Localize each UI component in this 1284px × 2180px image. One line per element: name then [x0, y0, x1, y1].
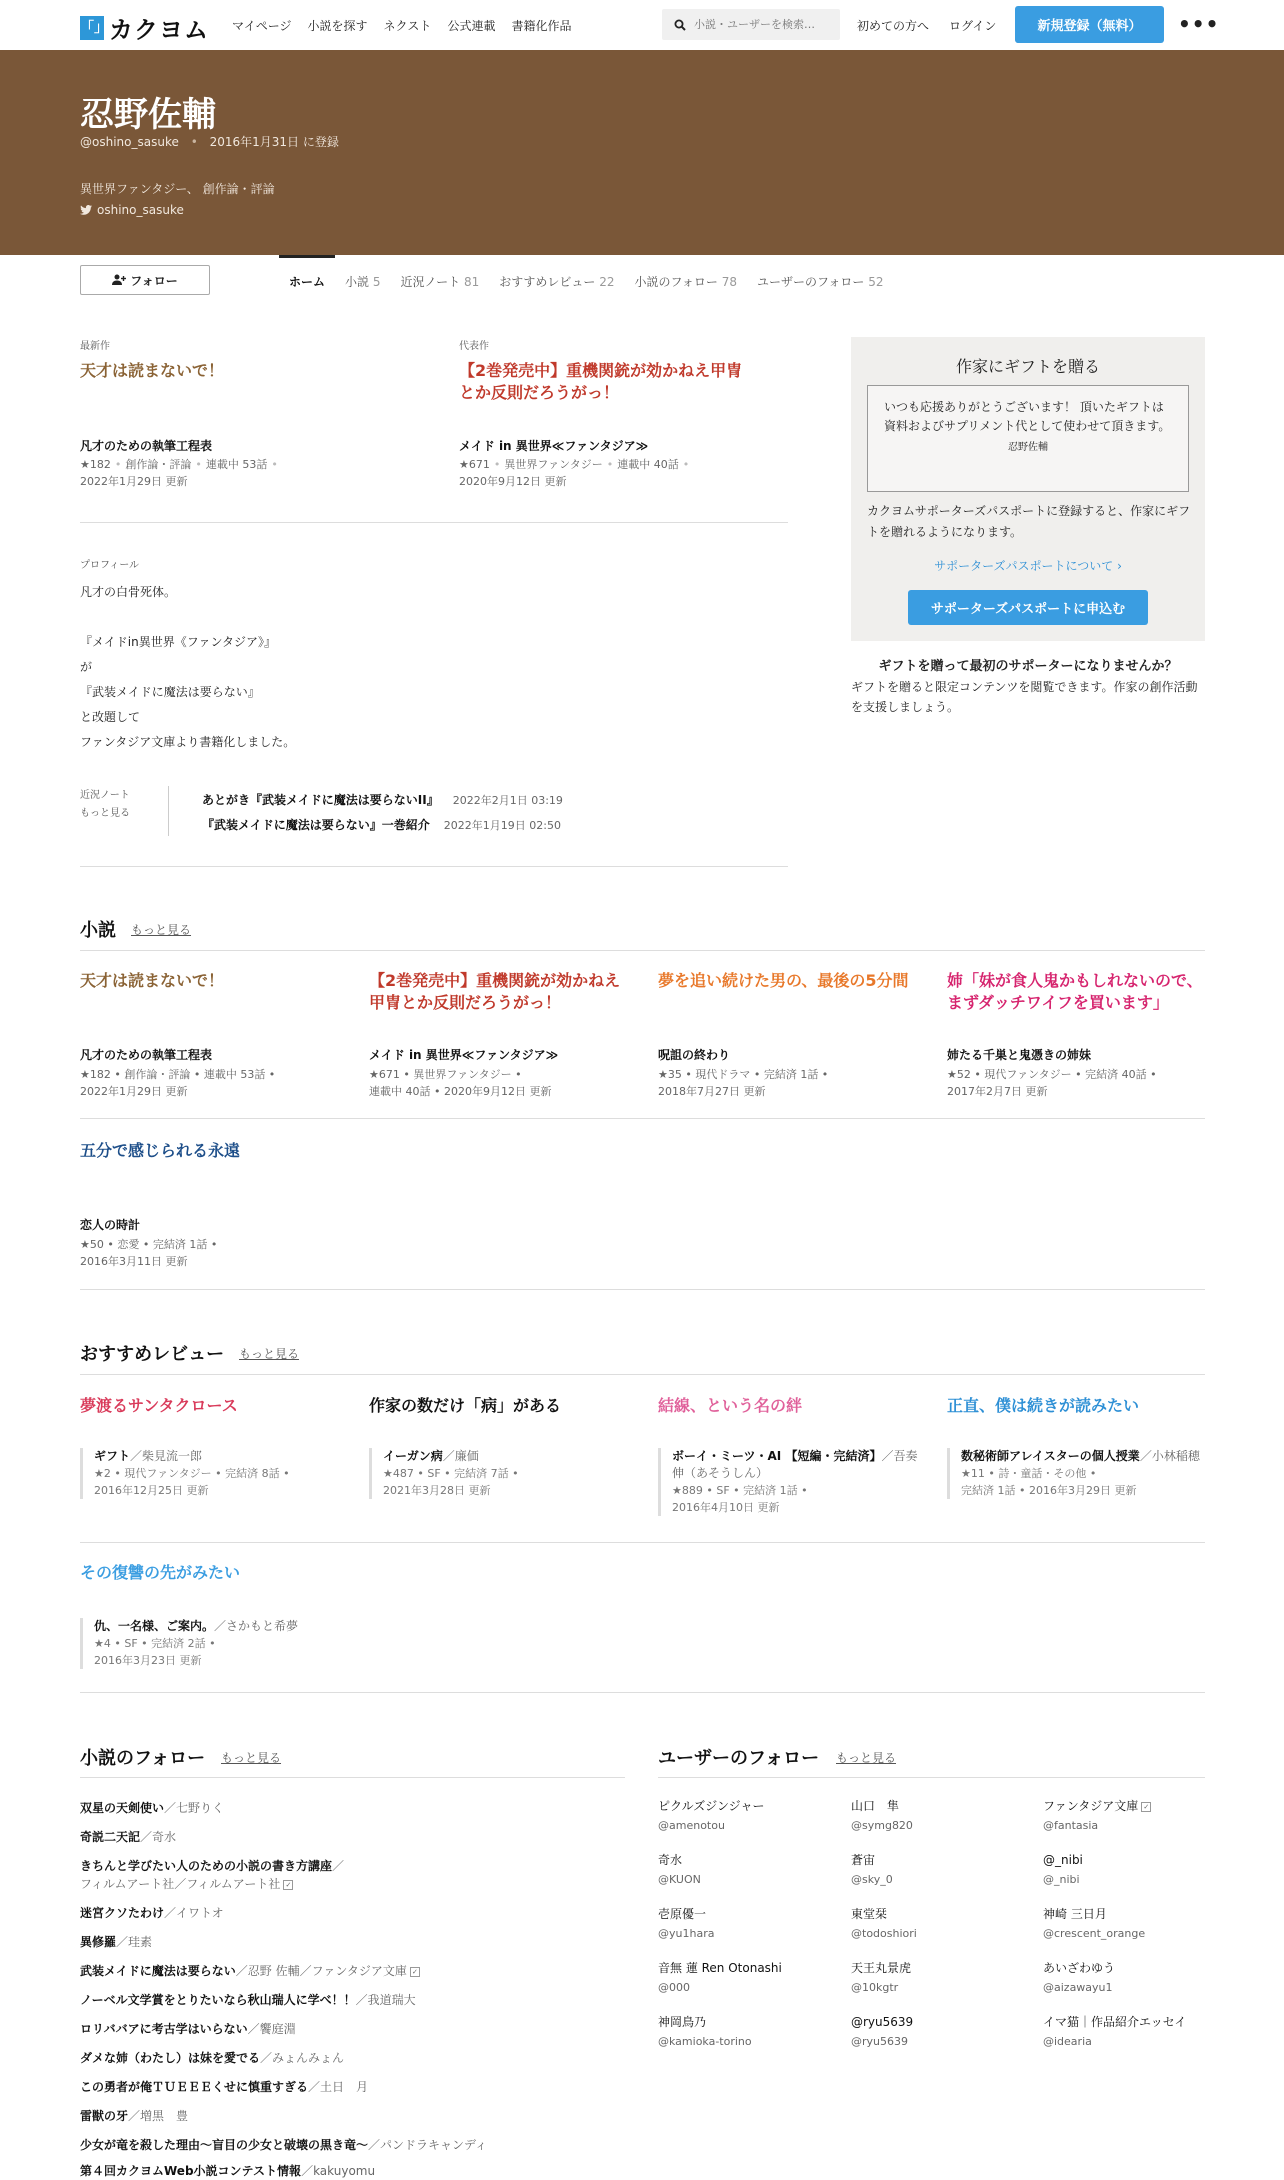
profile-line: ファンタジア文庫より書籍化しました。 [80, 735, 296, 749]
reviewed-work-author: ／小林稲穂 [1139, 1449, 1200, 1463]
followed-user[interactable] [658, 1905, 823, 1943]
latest-episode[interactable]: 凡才のための執筆工程表 [80, 439, 213, 453]
notes-label [80, 787, 130, 823]
followed-user[interactable] [851, 1851, 1016, 1889]
review-meta: 2021年3月28日 更新 [383, 1484, 491, 1497]
nav-next[interactable]: ネクスト [383, 19, 432, 33]
profile-tabs [279, 255, 894, 300]
follow-work-title: 迷宮クソたわけ [80, 1906, 165, 1920]
logo-text: カクヨム [109, 16, 209, 44]
followed-user[interactable] [1043, 1851, 1208, 1889]
reviewed-work-author: ／さかもと希夢 [214, 1619, 299, 1633]
novel-follow-item[interactable] [80, 1992, 416, 2009]
review-meta: ★889 • SF • 完結済 1話 • [672, 1484, 808, 1497]
tab-notes[interactable] [391, 255, 490, 300]
followed-user[interactable] [658, 1959, 823, 1997]
divider [80, 1289, 1205, 1290]
follow-work-title: きちんと学びたい人のための小説の書き方講座 [80, 1859, 333, 1873]
follow-work-title: 武装メイドに魔法は要らない [80, 1964, 236, 1978]
novel-follow-item[interactable] [80, 1934, 152, 1951]
follow-work-author: ／kakuyomu [301, 2164, 376, 2178]
novel-meta [369, 1066, 551, 1100]
follow-work-title: ロリババアに考古学はいらない [80, 2022, 248, 2036]
tab-home[interactable] [279, 255, 335, 300]
main-nav [232, 17, 571, 34]
follow-work-author: ／奇水 [140, 1830, 177, 1844]
user-name: ファンタジア文庫 ✓ [1043, 1797, 1208, 1816]
follow-work-title: ノーベル文学賞をとりたいなら秋山瑞人に学べ！！ [80, 1993, 356, 2007]
novel-meta [658, 1066, 828, 1100]
follow-work-author: ／増黒 豊 [128, 2109, 189, 2123]
tab-label: おすすめレビュー [499, 275, 596, 289]
representative-meta: ★671 • 異世界ファンタジー • 連載中 40話 • 2020年9月12日 更新 [459, 458, 690, 488]
follow-work-author: ／イワトオ [164, 1906, 224, 1920]
user-name: あいざわゆう [1043, 1961, 1116, 1975]
tab-reviews[interactable] [489, 255, 624, 300]
followed-user[interactable] [851, 1959, 1016, 1997]
updated-date: 2020年9月12日 更新 [459, 475, 567, 488]
notes-more-link[interactable]: もっと見る [80, 808, 130, 819]
user-id: @10kgtr [851, 1981, 899, 1994]
updated-date: 2022年1月29日 更新 [80, 475, 188, 488]
followed-user[interactable] [851, 1797, 1016, 1835]
novel-episode[interactable]: 凡才のための執筆工程表 [80, 1048, 213, 1062]
meta-line: ★35 • 現代ドラマ • 完結済 1話 • [658, 1068, 829, 1081]
user-name: 東堂栞 [851, 1907, 888, 1921]
follow-work-author: ／忍野 佐輔／ファンタジア文庫 [235, 1964, 407, 1978]
follow-work-title: 雷獣の牙 [80, 2109, 129, 2123]
reviewed-work-title[interactable]: 仇、一名様、ご案内。 [94, 1619, 215, 1633]
star-count: ★182 [80, 458, 111, 471]
divider [80, 866, 788, 867]
novel-episode[interactable]: メイド in 異世界≪ファンタジア≫ [369, 1048, 559, 1062]
latest-work-title[interactable]: 天才は読まないで！ [80, 361, 225, 380]
followed-user[interactable] [658, 1851, 823, 1889]
twitter-handle: oshino_sasuke [97, 203, 184, 217]
passport-about-link[interactable]: サポーターズパスポートについて › [934, 559, 1122, 573]
user-id: @sky_0 [851, 1873, 893, 1886]
user-follows-more-link[interactable]: もっと見る [836, 1751, 897, 1765]
author-handle: @oshino_sasuke [80, 135, 179, 149]
tab-novel-follows[interactable] [624, 255, 747, 300]
user-id: @idearia [1043, 2035, 1092, 2048]
review-title[interactable]: 結線、という名の絆 [658, 1396, 803, 1415]
meta-line: 連載中 40話 • 2020年9月12日 更新 [369, 1085, 552, 1098]
user-id: @aizawayu1 [1043, 1981, 1113, 1994]
novel-episode[interactable]: 恋人の時計 [80, 1218, 141, 1232]
user-name: ピクルズジンジャー [658, 1799, 765, 1813]
meta-line: ★50 • 恋愛 • 完結済 1話 • [80, 1238, 218, 1251]
profile-line: と改題して [80, 710, 141, 724]
follow-button[interactable] [80, 265, 210, 295]
review-meta: ★4 • SF • 完結済 2話 • [94, 1637, 216, 1650]
tab-label: 近況ノート [400, 275, 461, 289]
gift-message-box [867, 385, 1189, 492]
novel-follow-item[interactable] [80, 2079, 368, 2096]
novel-follow-item[interactable] [80, 2163, 375, 2180]
reviewed-work-title[interactable]: イーガン病 [383, 1449, 443, 1463]
follow-work-author: ／饗庭淵 [247, 2022, 296, 2036]
divider [80, 950, 1205, 951]
latest-meta: ★182 • 創作論・評論 • 連載中 53話 • 2022年1月29日 更新 [80, 458, 278, 488]
divider [80, 1118, 1205, 1119]
meta-line: 2017年2月7日 更新 [947, 1085, 1048, 1098]
signup-button[interactable]: 新規登録（無料） [1015, 6, 1164, 43]
followed-user[interactable] [658, 1797, 823, 1835]
novel-follow-item[interactable] [80, 2021, 296, 2038]
followed-user[interactable] [1043, 1797, 1208, 1835]
logo-mark: 「」 [80, 16, 104, 40]
divider [80, 1777, 625, 1778]
reviewed-work-title[interactable]: ボーイ・ミーツ・AI 【短編・完結済】 [672, 1449, 882, 1463]
novel-follow-item[interactable] [80, 1876, 293, 1893]
novels-more-link[interactable]: もっと見る [131, 923, 192, 937]
user-id: @todoshiori [851, 1927, 917, 1940]
user-name: 音無 蓮 Ren Otonashi [658, 1961, 782, 1975]
follow-work-title: 双星の天剣使い [80, 1801, 165, 1815]
review-title[interactable]: 作家の数だけ「病」がある [369, 1396, 562, 1415]
latest-label: 最新作 [80, 341, 110, 352]
title-line: とか反則だろうがっ！ [459, 383, 620, 402]
more-menu-icon[interactable]: ••• [1178, 12, 1220, 36]
tab-user-follows[interactable] [747, 255, 894, 300]
followed-user[interactable] [851, 2013, 1016, 2051]
novel-title[interactable]: 五分で感じられる永遠 [80, 1141, 241, 1160]
follow-work-author: ／珪素 [116, 1935, 153, 1949]
review-meta: ★487 • SF • 完結済 7話 • [383, 1467, 519, 1480]
gift-description: カクヨムサポーターズパスポートに登録すると、作家にギフトを贈れるようになります。 [867, 504, 1191, 539]
profile-line: 『メイドin異世界《ファンタジア》』 [80, 635, 276, 649]
meta-line: ★52 • 現代ファンタジー • 完結済 40話 • [947, 1068, 1157, 1081]
profile-line: 『武装メイドに魔法は要らない』 [80, 685, 260, 699]
divider [80, 522, 788, 523]
review-meta: 完結済 1話 • 2016年3月29日 更新 [961, 1484, 1137, 1497]
user-name: 山口 隼 [851, 1799, 900, 1813]
novel-title[interactable]: 天才は読まないで！ [80, 971, 225, 990]
follow-label: フォロー [130, 273, 178, 288]
novel-follow-item[interactable] [80, 1963, 420, 1980]
official-badge-icon: ✓ [283, 1880, 293, 1890]
gift-cta [851, 657, 1205, 717]
profile-line: が [80, 660, 93, 674]
search-input[interactable] [694, 18, 834, 31]
add-user-icon [112, 274, 126, 286]
follow-work-title: 第４回カクヨムWeb小説コンテスト情報 [80, 2164, 302, 2178]
tab-label: 小説のフォロー [634, 275, 718, 289]
novel-title[interactable]: 姉「妹が食人鬼かもしれないので、まずダッチワイフを買います」 [947, 971, 1203, 1012]
tab-count: 5 [372, 275, 381, 289]
followed-user[interactable] [1043, 1959, 1208, 1997]
review-meta: ★2 • 現代ファンタジー • 完結済 8話 • [94, 1467, 290, 1480]
novel-follow-item[interactable] [80, 2050, 344, 2067]
gift-cta-title: ギフトを贈って最初のサポーターになりませんか？ [878, 659, 1178, 674]
user-id: @fantasia [1043, 1819, 1099, 1832]
novels-section-title: 小説 [80, 920, 116, 941]
profile-blank-line [80, 605, 295, 630]
novel-follow-item[interactable] [80, 1829, 176, 1846]
meta-line: ★671 • 異世界ファンタジー • [369, 1068, 522, 1081]
nav-official[interactable]: 公式連載 [447, 19, 496, 33]
user-name: @ryu5639 [851, 2015, 914, 2029]
tab-novels[interactable] [335, 255, 390, 300]
search-icon [674, 19, 686, 31]
title-line: 【2巻発売中】重機関銃が効かねえ甲冑 [459, 361, 743, 380]
gift-signature: 忍野佐輔 [1008, 442, 1048, 453]
novel-meta [80, 1066, 275, 1100]
author-name: 忍野佐輔 [80, 95, 216, 135]
review-work [369, 1448, 634, 1499]
note-date: 2022年1月19日 02:50 [443, 819, 561, 832]
user-name: 壱原優一 [658, 1907, 707, 1921]
user-id: @amenotou [658, 1819, 725, 1832]
tab-label: ユーザーのフォロー [757, 275, 865, 289]
follow-work-author: ／七野りく [164, 1801, 225, 1815]
novel-title[interactable]: 夢を追い続けた男の、最後の5分間 [658, 971, 909, 990]
novel-follows-title: 小説のフォロー [80, 1748, 206, 1769]
user-id: @000 [658, 1981, 690, 1994]
profile-text [80, 580, 295, 755]
review-work [658, 1448, 918, 1516]
user-follows-title: ユーザーのフォロー [658, 1748, 820, 1769]
representative-episode[interactable]: メイド in 異世界≪ファンタジア≫ [459, 439, 649, 453]
official-badge-icon: ✓ [1141, 1802, 1151, 1812]
star-count: ★671 [459, 458, 490, 471]
tab-count: 22 [599, 275, 615, 289]
tab-label: 小説 [345, 275, 370, 289]
user-id: @kamioka-torino [658, 2035, 752, 2048]
gift-title: 作家にギフトを贈る [955, 357, 1100, 376]
review-work [80, 1618, 400, 1669]
followed-user[interactable] [1043, 1905, 1208, 1943]
tab-count: 52 [868, 275, 884, 289]
review-work [947, 1448, 1205, 1499]
novel-follow-item[interactable] [80, 1800, 224, 1817]
note-date: 2022年2月1日 03:19 [452, 794, 563, 807]
twitter-icon [80, 205, 92, 215]
reviewed-work-author: ／廉価 [442, 1449, 479, 1463]
user-name: 天王丸景虎 [851, 1961, 912, 1975]
nav-books[interactable]: 書籍化作品 [511, 19, 572, 33]
profile-banner [0, 50, 1284, 255]
review-title[interactable]: 夢渡るサンタクロース [80, 1396, 238, 1415]
review-meta: 2016年3月23日 更新 [94, 1654, 202, 1667]
profile-label: プロフィール [80, 560, 139, 571]
follow-work-title: この勇者が俺ＴＵＥＥＥくせに慎重すぎる [80, 2080, 309, 2094]
search-box[interactable] [662, 9, 840, 40]
novel-follows-more-link[interactable]: もっと見る [221, 1751, 282, 1765]
review-work [80, 1448, 350, 1499]
genre: 異世界ファンタジー [504, 458, 603, 471]
tab-count: 81 [463, 275, 480, 289]
user-id: @symg820 [851, 1819, 913, 1832]
divider [80, 1692, 1205, 1693]
followed-user[interactable] [851, 1905, 1016, 1943]
followed-user[interactable] [1043, 2013, 1208, 2051]
user-name: @_nibi [1043, 1853, 1083, 1867]
gift-message: いつも応援ありがとうございます！ 頂いたギフトは資料およびサプリメント代として使わせて頂きます。 [884, 400, 1171, 433]
official-badge-icon: ✓ [410, 1967, 420, 1977]
user-id: @crescent_orange [1043, 1927, 1146, 1940]
nav-find-novels[interactable]: 小説を探す [307, 19, 368, 33]
user-name: イマ猫｜作品紹介エッセイ [1043, 2015, 1187, 2029]
user-name: 奇水 [658, 1853, 683, 1867]
user-id: @ryu5639 [851, 2035, 908, 2048]
follow-work-author: ／我道瑞大 [355, 1993, 416, 2007]
author-meta: @oshino_sasuke • 2016年1月31日 に登録 [80, 135, 339, 149]
user-id: @_nibi [1043, 1873, 1080, 1886]
review-title[interactable]: その復讐の先がみたい [80, 1563, 241, 1582]
user-name: 神岡鳥乃 [658, 2015, 707, 2029]
novel-follow-item[interactable] [80, 2108, 188, 2125]
twitter-link[interactable] [80, 203, 184, 217]
site-logo[interactable] [80, 10, 209, 45]
notes-divider [168, 786, 169, 836]
follow-work-title: ダメな姉（わたし）は妹を愛でる [80, 2051, 261, 2065]
review-meta: 2016年4月10日 更新 [672, 1501, 780, 1514]
tab-label: ホーム [289, 275, 326, 289]
reviews-more-link[interactable]: もっと見る [239, 1347, 300, 1361]
novel-episode[interactable]: 姉たる千巣と鬼憑きの姉妹 [947, 1048, 1092, 1062]
meta-line: ★182 • 創作論・評論 • 連載中 53話 • [80, 1068, 276, 1081]
note-item[interactable] [202, 791, 563, 808]
follow-work-author: フィルムアート社／フィルムアート社 [80, 1877, 281, 1891]
novel-title[interactable]: 【2巻発売中】重機関銃が効かねえ甲冑とか反則だろうがっ！ [369, 971, 621, 1012]
meta-line: 2018年7月27日 更新 [658, 1085, 766, 1098]
status: 連載中 40話 [617, 458, 679, 471]
representative-label: 代表作 [459, 341, 489, 352]
genre: 創作論・評論 [125, 458, 192, 471]
note-title: 『武装メイドに魔法は要らない』一巻紹介 [202, 818, 430, 832]
follow-work-author: ／パンドラキャンディ [368, 2138, 488, 2152]
novel-meta [947, 1066, 1157, 1100]
status: 連載中 53話 [205, 458, 268, 471]
follow-work-author: ／土日 月 [308, 2080, 369, 2094]
user-name: 神崎 三日月 [1043, 1907, 1107, 1921]
login-link[interactable]: ログイン [949, 19, 997, 33]
novel-meta [80, 1236, 217, 1270]
reviewed-work-title[interactable]: ギフト [94, 1449, 131, 1463]
reviewed-work-author: ／柴見流一郎 [130, 1449, 203, 1463]
reviewed-work-author: ／吾奏伸（あそうしん） [672, 1449, 918, 1480]
meta-line: 2016年3月11日 更新 [80, 1255, 188, 1268]
review-meta: ★11 • 詩・童話・その他 • [961, 1467, 1097, 1480]
user-name: 蒼宙 [851, 1853, 876, 1867]
nav-mypage[interactable]: マイページ [232, 19, 292, 33]
passport-apply-button[interactable]: サポーターズパスポートに申込む [908, 590, 1148, 625]
novel-follow-item[interactable] [80, 1905, 224, 1922]
gift-cta-desc: ギフトを贈ると限定コンテンツを閲覧できます。作家の創作活動を支援しましょう。 [851, 680, 1198, 714]
tab-count: 78 [721, 275, 737, 289]
meta-line: 2022年1月29日 更新 [80, 1085, 188, 1098]
first-time-link[interactable]: 初めての方へ [857, 19, 930, 33]
novel-episode[interactable]: 呪詛の終わり [658, 1048, 731, 1062]
review-meta: 2016年12月25日 更新 [94, 1484, 209, 1497]
follow-work-title: 異修羅 [80, 1935, 117, 1949]
follow-work-author: ／ [332, 1859, 345, 1873]
profile-line: 凡才の白骨死体。 [80, 585, 177, 599]
reviewed-work-title[interactable]: 数秘術師アレイスターの個人授業 [961, 1449, 1140, 1463]
user-id: @yu1hara [658, 1927, 715, 1940]
top-header [0, 0, 1284, 50]
gift-box [851, 337, 1205, 641]
divider [80, 1542, 1205, 1543]
note-title: あとがき『武装メイドに魔法は要らないII』 [202, 793, 439, 807]
follow-work-title: 少女が竜を殺した理由〜盲目の少女と破壊の黒き竜〜 [80, 2138, 369, 2152]
follow-work-author: ／みょんみょん [260, 2051, 345, 2065]
review-title[interactable]: 正直、僕は続きが読みたい [947, 1396, 1140, 1415]
novel-follow-item[interactable] [80, 1858, 344, 1875]
novel-follow-item[interactable] [80, 2137, 487, 2154]
registered-date: 2016年1月31日 に登録 [209, 135, 339, 149]
note-item[interactable] [202, 816, 561, 833]
representative-work-title[interactable] [459, 360, 742, 404]
follow-work-title: 奇説二天記 [80, 1830, 141, 1844]
author-genres: 異世界ファンタジー、 創作論・評論 [80, 182, 275, 196]
divider [80, 1374, 1205, 1375]
reviews-section-title: おすすめレビュー [80, 1344, 225, 1365]
notes-title: 近況ノート [80, 790, 130, 801]
divider [658, 1777, 1205, 1778]
followed-user[interactable] [658, 2013, 823, 2051]
user-id: @KUON [658, 1873, 701, 1886]
